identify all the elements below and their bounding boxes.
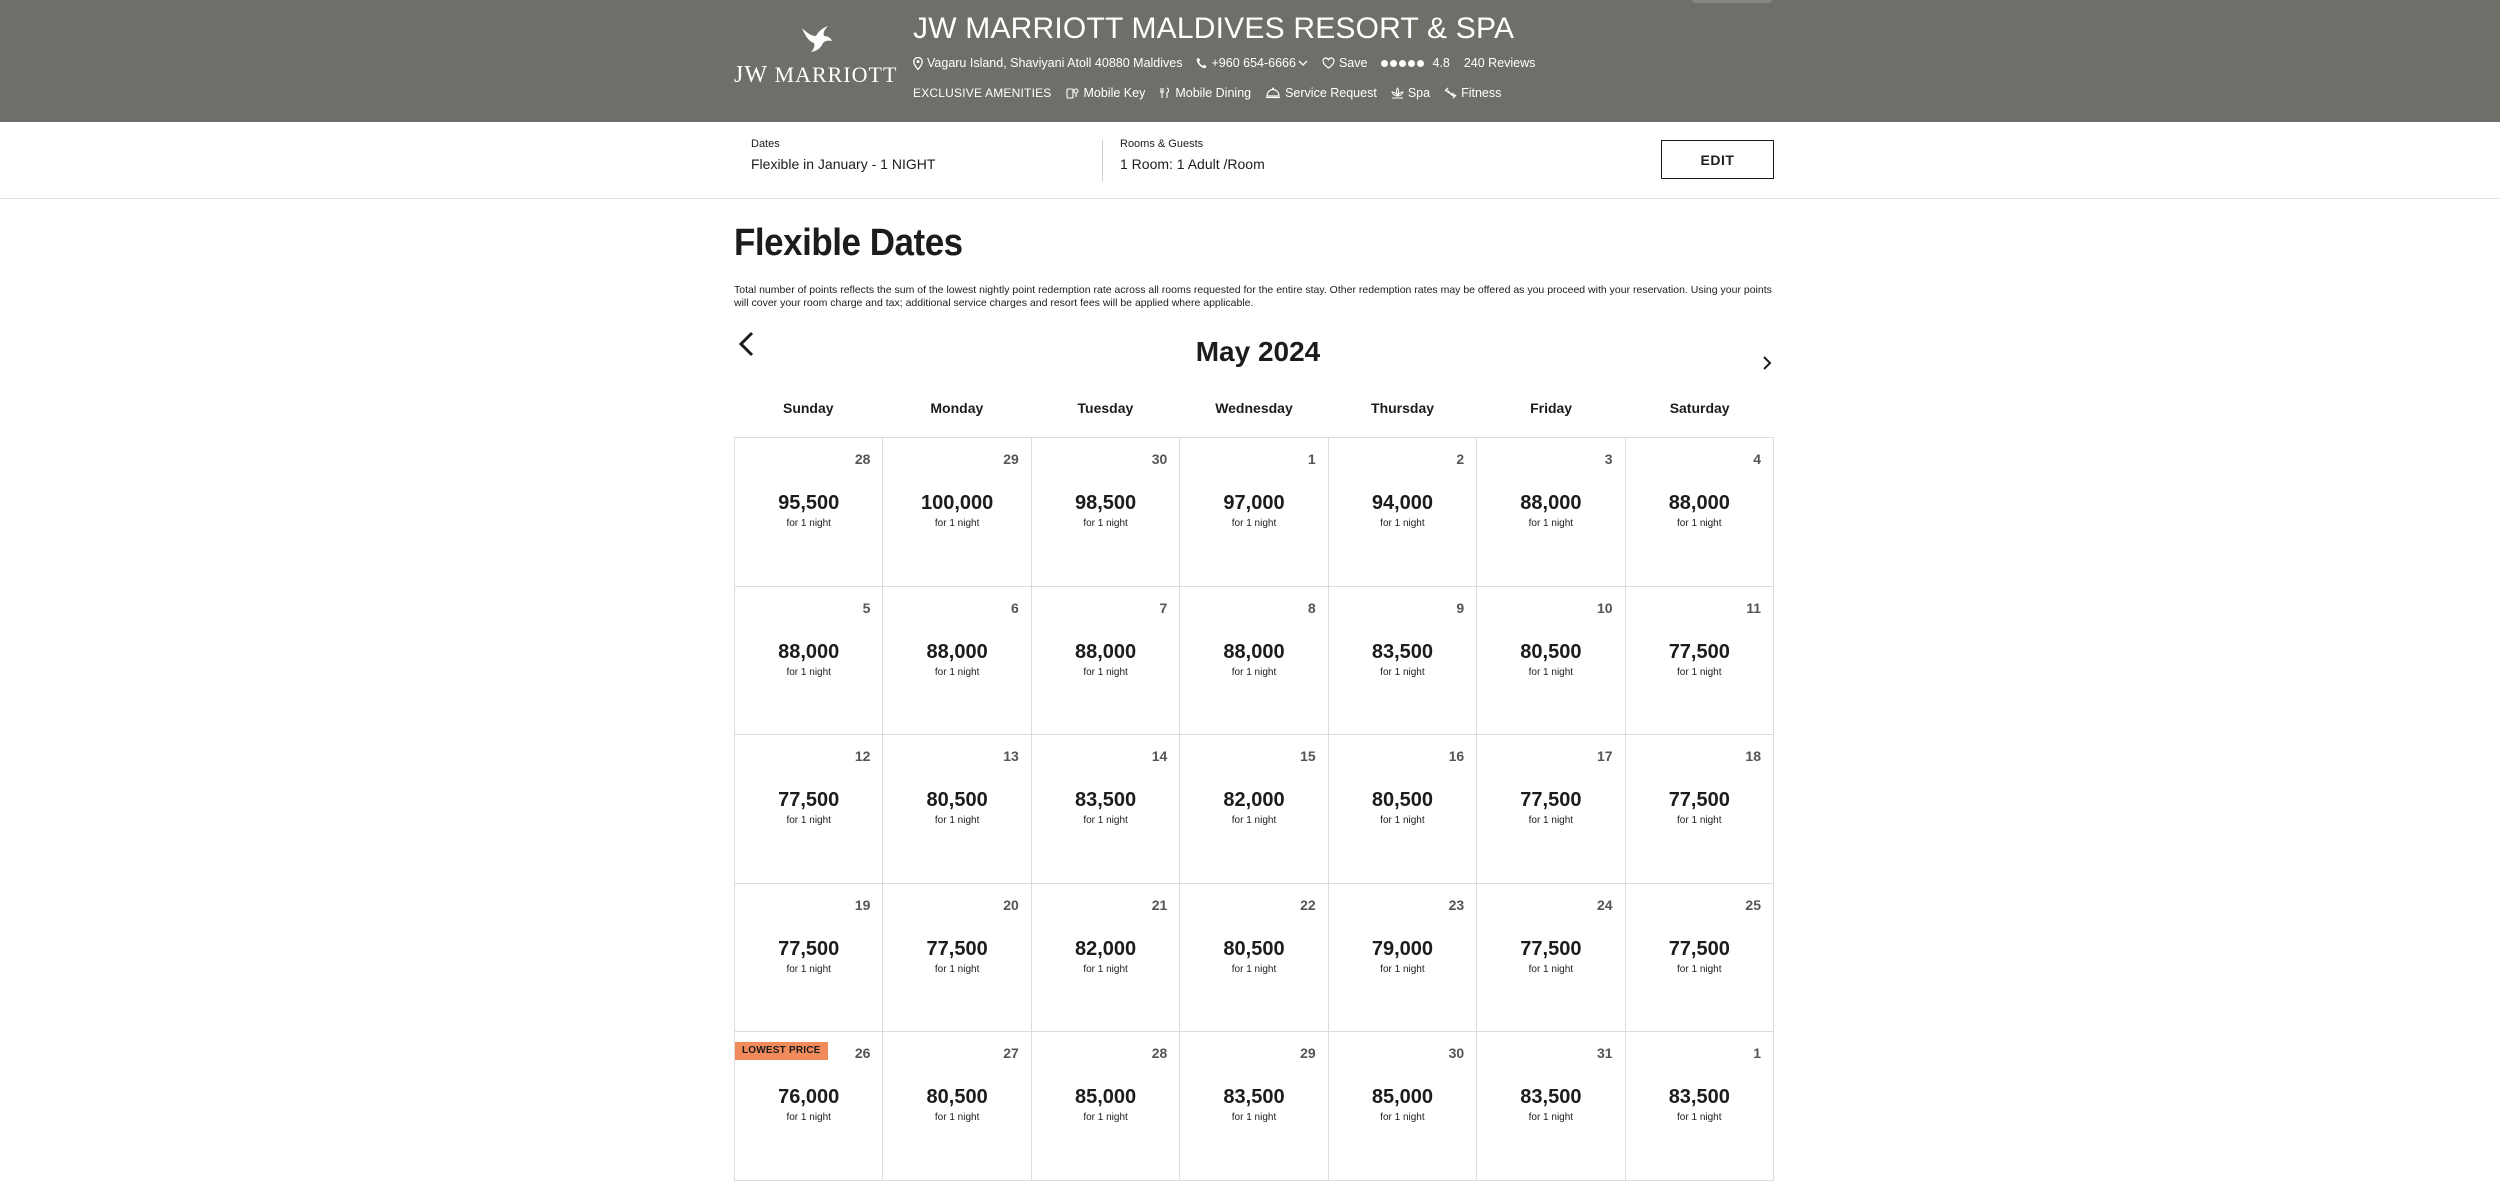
day-points-price: 88,000 (1668, 492, 1730, 514)
calendar-day[interactable] (1032, 884, 1180, 1033)
day-number: 16 (1448, 748, 1465, 765)
calendar-day[interactable] (1180, 587, 1328, 736)
day-night-label: for 1 night (1528, 815, 1574, 827)
amenities-title: EXCLUSIVE AMENITIES (913, 86, 1052, 100)
day-points-price: 94,000 (1371, 492, 1433, 514)
day-night-label: for 1 night (1528, 666, 1574, 678)
day-points-price: 77,500 (1668, 789, 1730, 812)
rooms-guests-label: Rooms & Guests (1120, 138, 1204, 150)
day-points-price: 80,500 (926, 789, 988, 812)
weekday-header-row (734, 400, 1774, 416)
day-points-price: 77,500 (926, 937, 988, 960)
dates-value: Flexible in January - 1 NIGHT (751, 156, 936, 172)
day-number: 13 (1003, 748, 1019, 765)
chevron-down-icon[interactable] (1298, 59, 1308, 67)
day-points-price: 77,500 (1520, 937, 1582, 960)
calendar-day[interactable] (1329, 1032, 1477, 1181)
day-night-label: for 1 night (1083, 963, 1128, 975)
day-number: 15 (1300, 748, 1316, 765)
day-points-price: 80,500 (1520, 640, 1582, 663)
rating-value: 4.8 (1432, 56, 1450, 70)
calendar-day[interactable] (1626, 1032, 1774, 1181)
day-night-label: for 1 night (786, 666, 831, 678)
day-number: 2 (1456, 451, 1465, 467)
day-number: 29 (1300, 1045, 1316, 1062)
day-points-price: 82,000 (1223, 789, 1285, 812)
day-night-label: for 1 night (1528, 518, 1574, 529)
calendar-day[interactable] (735, 1032, 883, 1181)
weekday-monday: Monday (930, 400, 984, 416)
day-night-label: for 1 night (1677, 518, 1722, 529)
day-points-price: 88,000 (1520, 492, 1582, 514)
amenity-fitness[interactable]: Fitness (1444, 86, 1501, 100)
save-button[interactable]: Save (1338, 56, 1368, 70)
day-night-label: for 1 night (1231, 1112, 1277, 1124)
day-points-price: 83,500 (1074, 789, 1137, 812)
calendar-day[interactable] (1329, 884, 1477, 1033)
day-night-label: for 1 night (934, 1112, 980, 1124)
day-points-price: 80,500 (926, 1086, 988, 1109)
rating-stars-icon (1381, 60, 1424, 67)
day-number: 21 (1151, 896, 1168, 913)
day-points-price: 77,500 (778, 789, 840, 812)
day-number: 22 (1300, 896, 1316, 913)
day-night-label: for 1 night (1380, 963, 1425, 975)
day-number: 20 (1003, 896, 1019, 913)
calendar-day[interactable] (1032, 1032, 1180, 1181)
points-disclaimer: Total number of points reflects the sum of the lowest nightly point redemption rate across all rooms requested for the entire stay. Other redemption rates may be offered as you proceed with your reservation. Using your points will cover your room charge and tax; additional service charges and resort fees will be applied where applicable. (734, 284, 1772, 309)
weekday-sunday: Sunday (782, 400, 834, 416)
calendar-day[interactable] (1477, 1032, 1625, 1181)
weekday-saturday: Saturday (1669, 400, 1730, 416)
calendar-day[interactable] (1477, 438, 1625, 587)
calendar-day[interactable] (1477, 735, 1625, 884)
calendar-day[interactable] (735, 884, 883, 1033)
day-points-price: 79,000 (1371, 937, 1433, 960)
calendar-day[interactable] (1329, 735, 1477, 884)
day-night-label: for 1 night (1677, 963, 1722, 975)
day-night-label: for 1 night (934, 815, 980, 827)
day-number: 30 (1448, 1045, 1465, 1062)
hotel-address[interactable]: Vagaru Island, Shaviyani Atoll 40880 Maldives (927, 56, 1183, 70)
weekday-wednesday: Wednesday (1215, 400, 1293, 416)
calendar-day[interactable] (1180, 884, 1328, 1033)
day-points-price: 98,500 (1074, 492, 1137, 514)
calendar-day[interactable] (735, 735, 883, 884)
jw-marriott-logo[interactable] (734, 24, 898, 88)
day-night-label: for 1 night (1083, 666, 1128, 678)
day-number: 19 (854, 896, 871, 913)
day-night-label: for 1 night (1380, 1112, 1425, 1124)
spa-icon (1391, 87, 1404, 99)
calendar-day[interactable] (1180, 735, 1328, 884)
calendar-day[interactable] (1626, 587, 1774, 736)
day-number: 26 (854, 1045, 871, 1062)
calendar-day[interactable] (883, 438, 1031, 587)
day-points-price: 77,500 (778, 937, 840, 960)
day-night-label: for 1 night (1380, 815, 1425, 827)
day-night-label: for 1 night (786, 1112, 831, 1124)
day-points-price: 88,000 (778, 640, 840, 663)
page-title: Flexible Dates (734, 222, 963, 264)
chevron-right-icon[interactable] (1760, 355, 1774, 371)
dates-label: Dates (751, 138, 780, 150)
day-night-label: for 1 night (934, 963, 980, 975)
location-pin-icon (913, 57, 923, 70)
day-number: 12 (854, 748, 871, 765)
weekday-tuesday: Tuesday (1077, 400, 1134, 416)
lowest-price-badge: LOWEST PRICE (735, 1042, 828, 1060)
day-number: 1 (1307, 451, 1316, 467)
month-title: May 2024 (1195, 336, 1321, 367)
calendar-day[interactable] (1626, 735, 1774, 884)
hotel-info-row (913, 55, 1535, 71)
calendar-day[interactable] (1477, 587, 1625, 736)
day-points-price: 95,500 (778, 492, 840, 514)
day-night-label: for 1 night (1083, 518, 1128, 529)
calendar-day[interactable] (1180, 438, 1328, 587)
day-number: 25 (1745, 896, 1761, 913)
day-points-price: 85,000 (1074, 1086, 1137, 1109)
amenity-service-request[interactable]: Service Request (1265, 86, 1377, 100)
day-night-label: for 1 night (1677, 1112, 1722, 1124)
day-number: 11 (1746, 599, 1761, 616)
day-points-price: 82,000 (1074, 937, 1137, 960)
day-number: 3 (1604, 451, 1613, 467)
phone-icon (1196, 57, 1207, 69)
day-number: 6 (1011, 599, 1019, 616)
day-number: 27 (1003, 1045, 1019, 1062)
calendar-day[interactable] (883, 1032, 1031, 1181)
calendar-day[interactable] (883, 587, 1031, 736)
day-points-price: 83,500 (1371, 640, 1433, 663)
calendar-day[interactable] (1032, 735, 1180, 884)
day-number: 24 (1596, 896, 1613, 913)
day-night-label: for 1 night (786, 963, 831, 975)
day-points-price: 80,500 (1371, 789, 1433, 812)
edit-button[interactable]: EDIT (1661, 140, 1774, 179)
day-points-price: 88,000 (1223, 640, 1285, 663)
logo-bird-icon (798, 24, 834, 54)
heart-icon[interactable] (1322, 57, 1335, 69)
day-points-price: 80,500 (1223, 937, 1285, 960)
day-night-label: for 1 night (786, 518, 831, 529)
day-number: 30 (1151, 451, 1168, 467)
calendar-day[interactable] (883, 735, 1031, 884)
day-night-label: for 1 night (934, 666, 980, 678)
day-night-label: for 1 night (1677, 815, 1722, 827)
day-points-price: 85,000 (1371, 1086, 1433, 1109)
day-number: 17 (1596, 748, 1613, 765)
day-number: 1 (1753, 1045, 1761, 1062)
weekday-thursday: Thursday (1371, 400, 1435, 416)
calendar-day[interactable] (735, 587, 883, 736)
day-night-label: for 1 night (1083, 815, 1128, 827)
calendar-grid (734, 437, 1774, 1181)
day-number: 28 (854, 451, 871, 467)
day-number: 8 (1307, 599, 1316, 616)
day-night-label: for 1 night (1083, 1112, 1128, 1124)
reviews-link[interactable]: 240 Reviews (1463, 56, 1536, 70)
calendar-day[interactable] (1329, 438, 1477, 587)
day-number: 14 (1151, 748, 1168, 765)
calendar-day[interactable] (1329, 587, 1477, 736)
amenities-row (913, 85, 1515, 101)
day-night-label: for 1 night (934, 518, 980, 529)
calendar-day[interactable] (735, 438, 883, 587)
day-points-price: 76,000 (778, 1086, 840, 1109)
day-night-label: for 1 night (786, 815, 831, 827)
day-points-price: 77,500 (1668, 937, 1730, 960)
amenity-mobile-dining[interactable]: Mobile Dining (1159, 86, 1251, 100)
calendar-day[interactable] (1626, 884, 1774, 1033)
mobile-key-icon (1066, 87, 1080, 99)
day-points-price: 77,500 (1668, 640, 1730, 663)
day-number: 7 (1159, 599, 1168, 616)
day-points-price: 83,500 (1668, 1086, 1730, 1109)
day-night-label: for 1 night (1231, 815, 1277, 827)
calendar-day[interactable] (1032, 587, 1180, 736)
hotel-name: JW MARRIOTT MALDIVES RESORT & SPA (913, 12, 1515, 45)
day-number: 4 (1753, 451, 1761, 467)
day-points-price: 88,000 (1074, 640, 1137, 663)
day-points-price: 88,000 (926, 640, 988, 663)
service-request-icon (1265, 87, 1281, 99)
calendar-day[interactable] (1180, 1032, 1328, 1181)
calendar-day[interactable] (1032, 438, 1180, 587)
day-number: 5 (862, 599, 871, 616)
day-night-label: for 1 night (1528, 1112, 1574, 1124)
day-number: 31 (1596, 1045, 1613, 1062)
hotel-header (0, 0, 2500, 122)
day-points-price: 83,500 (1520, 1086, 1582, 1109)
day-night-label: for 1 night (1380, 518, 1425, 529)
calendar-day[interactable] (1626, 438, 1774, 587)
chevron-left-icon[interactable] (736, 330, 758, 358)
field-divider (1102, 140, 1103, 182)
search-summary-bar (0, 122, 2500, 199)
day-night-label: for 1 night (1380, 666, 1425, 678)
day-points-price: 97,000 (1223, 492, 1285, 514)
amenity-mobile-key[interactable]: Mobile Key (1066, 86, 1146, 100)
day-number: 23 (1448, 896, 1465, 913)
rooms-guests-field[interactable] (1120, 138, 1265, 172)
day-night-label: for 1 night (1231, 518, 1277, 529)
hotel-phone[interactable]: +960 654-6666 (1211, 56, 1296, 70)
day-night-label: for 1 night (1231, 666, 1277, 678)
day-number: 10 (1596, 599, 1613, 616)
calendar-day[interactable] (883, 884, 1031, 1033)
rooms-guests-value: 1 Room: 1 Adult /Room (1120, 156, 1265, 172)
calendar-day[interactable] (1477, 884, 1625, 1033)
logo-wordmark: JW MARRIOTT (734, 62, 898, 88)
day-night-label: for 1 night (1677, 666, 1722, 678)
fitness-icon (1444, 87, 1457, 99)
day-points-price: 77,500 (1520, 789, 1582, 812)
weekday-friday: Friday (1530, 400, 1573, 416)
day-number: 29 (1003, 451, 1019, 467)
header-tab-handle (1692, 0, 1772, 3)
amenity-spa[interactable]: Spa (1391, 86, 1430, 100)
day-night-label: for 1 night (1528, 963, 1574, 975)
day-number: 28 (1151, 1045, 1168, 1062)
day-points-price: 100,000 (920, 492, 994, 514)
day-points-price: 83,500 (1223, 1086, 1285, 1109)
day-night-label: for 1 night (1231, 963, 1277, 975)
dates-field[interactable] (751, 138, 935, 172)
mobile-dining-icon (1159, 87, 1171, 99)
day-number: 18 (1745, 748, 1761, 765)
day-number: 9 (1456, 599, 1465, 616)
